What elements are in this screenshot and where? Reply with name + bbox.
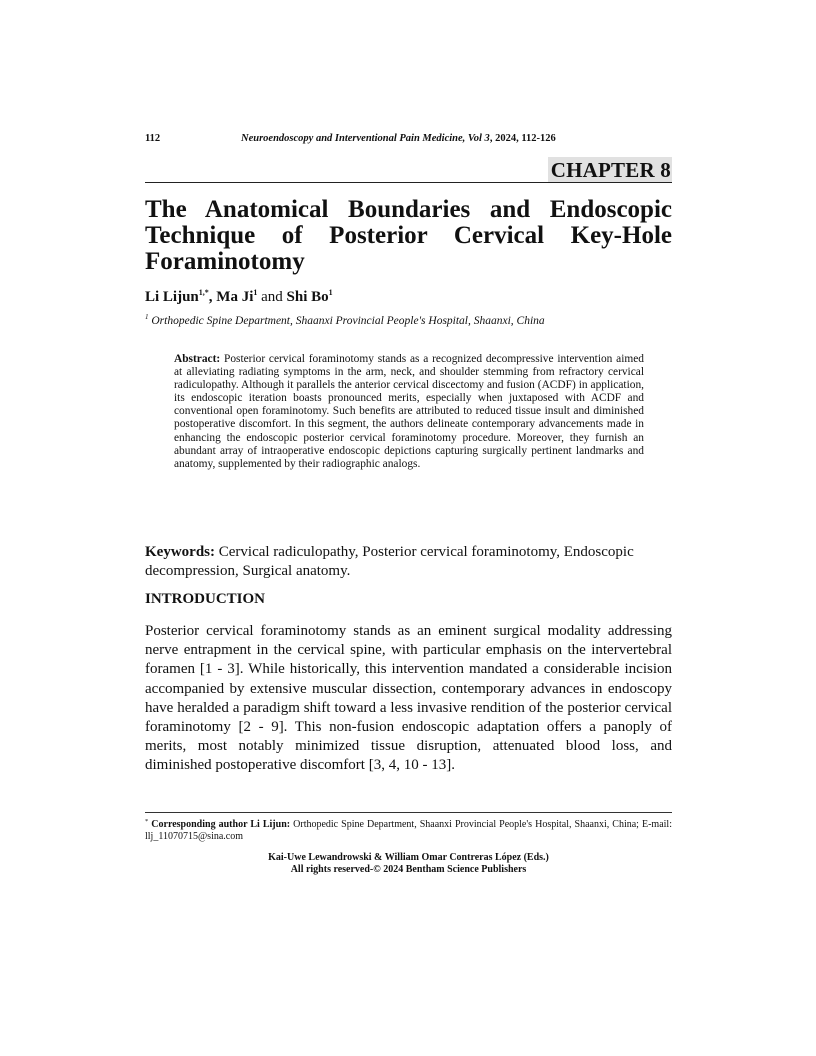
editors-copyright bbox=[145, 852, 672, 876]
footnote-divider bbox=[145, 812, 672, 813]
author-affiliation-marker: 1,* bbox=[198, 288, 209, 297]
footnote-marker: * bbox=[145, 818, 149, 825]
affiliation-text: Orthopedic Spine Department, Shaanxi Provincial People's Hospital, Shaanxi, China bbox=[148, 315, 545, 327]
introduction-paragraph: Posterior cervical foraminotomy stands as an eminent surgical modality addressing nerve entrapment in the cervical spine, with particular emphasis on the intervertebral foramen [1 - 3]. While historically, this intervention mandated a considerable incision accompanied by extensive muscular dissection, contemporary advances in endoscopy have heralded a paradigm shift toward a less invasive rendition of the posterior cervical foraminotomy [2 - 9]. This non-fusion endoscopic adaptation offers a panoply of merits, most notably minimized tissue disruption, attenuated blood loss, and diminished postoperative discomfort [3, 4, 10 - 13]. bbox=[145, 623, 672, 774]
author-separator: , bbox=[208, 289, 217, 305]
abstract-label: Abstract: bbox=[174, 353, 221, 365]
author-conjunction: and bbox=[257, 289, 287, 305]
keywords-label: Keywords: bbox=[145, 544, 215, 560]
footnote-label: Corresponding author Li Lijun: bbox=[148, 819, 291, 830]
author-name: Li Lijun bbox=[145, 289, 199, 305]
journal-year-pages: , 2024, 112-126 bbox=[489, 133, 556, 144]
affiliation-marker: 1 bbox=[145, 313, 149, 321]
corresponding-author-footnote bbox=[145, 816, 672, 843]
author-list bbox=[145, 288, 333, 306]
page-number: 112 bbox=[145, 133, 161, 144]
chapter-title: The Anatomical Boundaries and Endoscopic Technique of Posterior Cervical Key-Hole Foraminotomy bbox=[145, 196, 672, 275]
journal-name: Neuroendoscopy and Interventional Pain Medicine, Vol 3 bbox=[241, 133, 490, 144]
journal-citation bbox=[241, 133, 556, 144]
editors-line: Kai-Uwe Lewandrowski & William Omar Contreras López (Eds.) bbox=[268, 852, 549, 863]
footnote-text: Orthopedic Spine Department, Shaanxi Provincial People's Hospital, Shaanxi, China; E-mail: llj_11070715@sina.com bbox=[145, 819, 672, 842]
chapter-divider bbox=[145, 182, 672, 183]
affiliation bbox=[145, 313, 545, 327]
author-affiliation-marker: 1 bbox=[328, 288, 333, 297]
section-heading-introduction: INTRODUCTION bbox=[145, 591, 266, 607]
abstract bbox=[174, 353, 644, 471]
author-affiliation-marker: 1 bbox=[253, 288, 258, 297]
keywords bbox=[145, 543, 672, 581]
author-name: Ma Ji bbox=[216, 289, 254, 305]
abstract-text: Posterior cervical foraminotomy stands as a recognized decompressive intervention aimed at alleviating radiating symptoms in the arm, neck, and shoulder stemming from refractory cervical radiculopathy. Although it parallels the anterior cervical discectomy and fusion (ACDF) in application, its endoscopic iteration boasts pronounced merits, especially when juxtaposed with ACDF and conventional open foraminotomy. Such benefits are attributed to reduced tissue insult and diminished postoperative discomfort. In this segment, the authors delineate contemporary advancements made in enhancing the endoscopic posterior cervical foraminotomy procedure. Moreover, they furnish an abundant array of intraoperative endoscopic depictions capturing surgically pertinent landmarks and anatomy, supplemented by their radiographic analogs. bbox=[174, 353, 644, 470]
keywords-text: Cervical radiculopathy, Posterior cervical foraminotomy, Endoscopic decompression, Surgical anatomy. bbox=[145, 544, 634, 579]
chapter-label: CHAPTER 8 bbox=[548, 157, 672, 183]
running-header bbox=[145, 133, 672, 149]
author-name: Shi Bo bbox=[286, 289, 329, 305]
copyright-line: All rights reserved-© 2024 Bentham Science Publishers bbox=[290, 864, 527, 875]
